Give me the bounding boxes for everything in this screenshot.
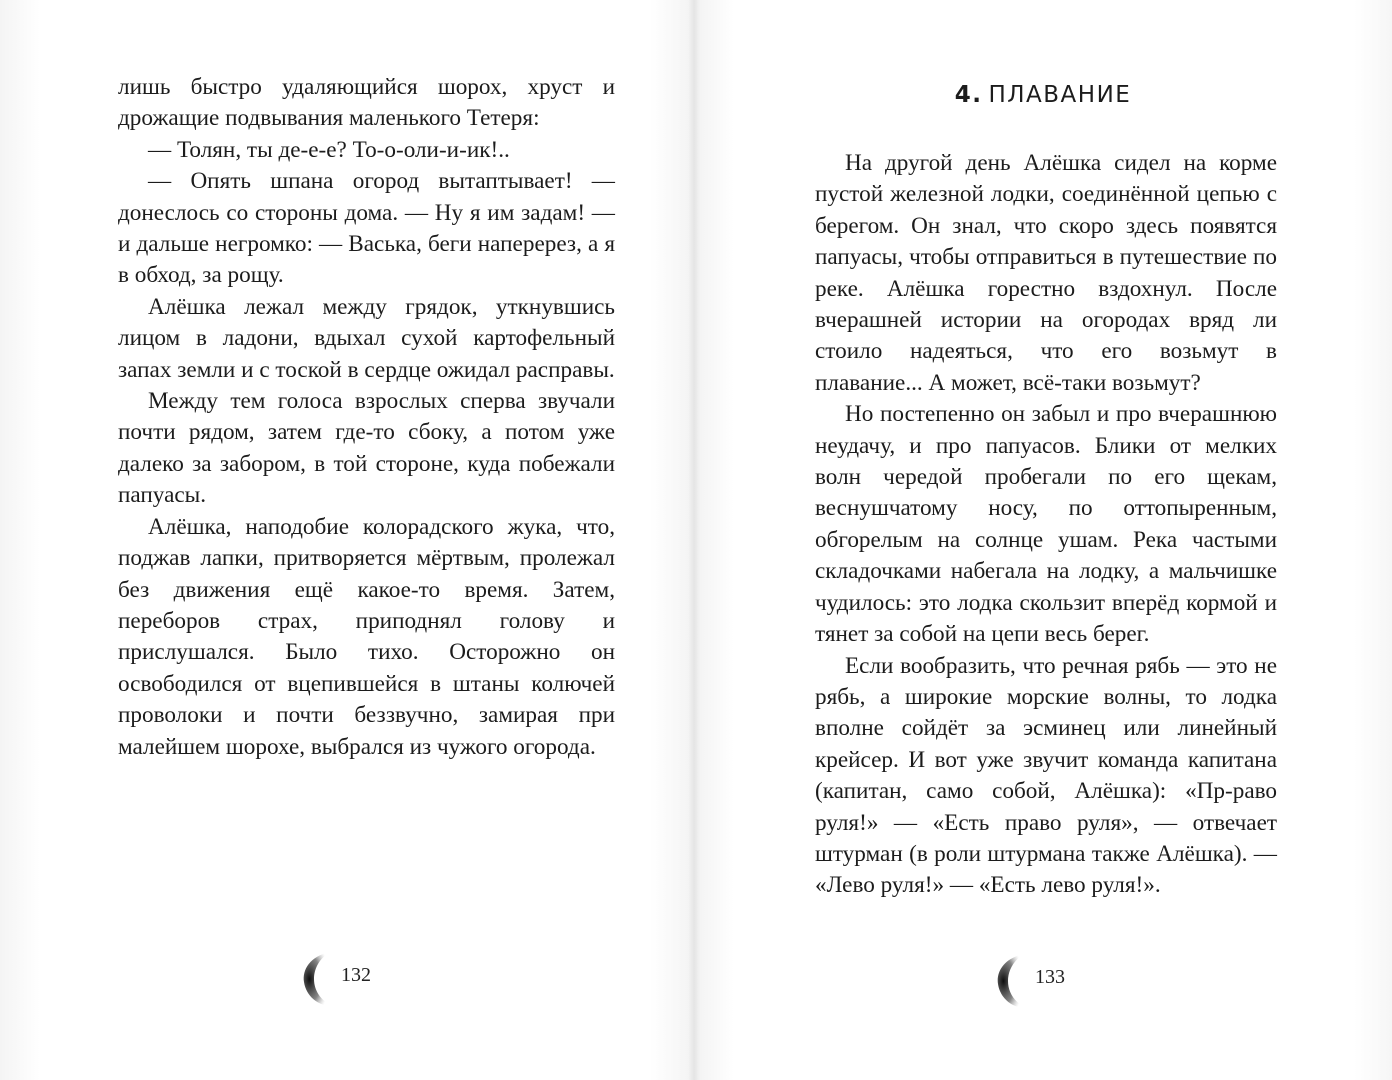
right-page bbox=[694, 0, 1392, 1080]
book-gutter bbox=[688, 0, 700, 1080]
paragraph: — Толян, ты де-е-е? То-о-оли-и-ик!.. bbox=[148, 136, 510, 163]
page-number: 133 bbox=[1035, 966, 1065, 988]
right-page-text bbox=[815, 148, 1277, 902]
paragraph: Между тем голоса взрослых сперва звучали почти рядом, затем где-то сбоку, а потом уже далеко за забором, в той стороне, куда побежали папуасы. bbox=[118, 388, 615, 509]
paragraph: — Опять шпана огород вытаптывает! — донеслось со стороны дома. — Ну я им задам! — и дальше негромко: — Васька, беги наперерез, а я в обход, за рощу. bbox=[118, 168, 615, 289]
paragraph: Алёшка, наподобие колорадского жука, что, поджав лапки, притворяется мёртвым, пролежал без движения ещё какое-то время. Затем, переборов страх, приподнял голову и прислушался. Было тихо. Осторожно он освободился от вцепившейся в штаны колючей проволоки и почти беззвучно, замирая при малейшем шорохе, выбрался из чужого огорода. bbox=[118, 513, 615, 760]
paragraph: Но постепенно он забыл и про вчерашнюю неудачу, и про папуасов. Блики от мелких волн чередой пробегали по его щекам, веснушчатому носу, по оттопыренным, обгорелым на солнце ушам. Река частыми складочками набегала на лодку, а мальчишке чудилось: это лодка скользит вперёд кормой и тянет за собой на цепи весь берег. bbox=[815, 401, 1277, 648]
paragraph: На другой день Алёшка сидел на корме пустой железной лодки, соединённой цепью с берегом. Он знал, что скоро здесь появятся папуасы, чтобы отправиться в путешествие по реке. Алёшка горестно вздохнул. После вчерашней истории на огородах вряд ли стоило надеяться, что его возьмут в плавание... А может, всё-таки возьмут? bbox=[815, 150, 1277, 396]
paragraph: лишь быстро удаляющийся шорох, хруст и дрожащие подвывания маленького Тетеря: bbox=[118, 74, 615, 132]
chapter-number: 4. bbox=[954, 82, 983, 108]
page-number-ornament bbox=[994, 950, 1084, 1010]
paragraph: Если вообразить, что речная рябь — это не рябь, а широкие морские волны, то лодка вполне сойдёт за эсминец или линейный крейсер. И вот уже звучит команда капитана (капитан, само собой, Алёшка): «Пр-раво руля!» — «Есть право руля», — отвечает штурман (в роли штурмана также Алёшка). — «Лево руля!» — «Есть лево руля!». bbox=[815, 652, 1277, 899]
left-page bbox=[0, 0, 694, 1080]
page-number-ornament bbox=[300, 948, 390, 1008]
left-page-text bbox=[118, 72, 615, 763]
chapter-title: ПЛАВАНИЕ bbox=[988, 82, 1132, 108]
page-number: 132 bbox=[341, 964, 371, 986]
chapter-heading bbox=[694, 82, 1392, 108]
paragraph: Алёшка лежал между грядок, уткнувшись лицом в ладони, вдыхал сухой картофельный запах земли и с тоской в сердце ожидал расправы. bbox=[118, 293, 615, 383]
